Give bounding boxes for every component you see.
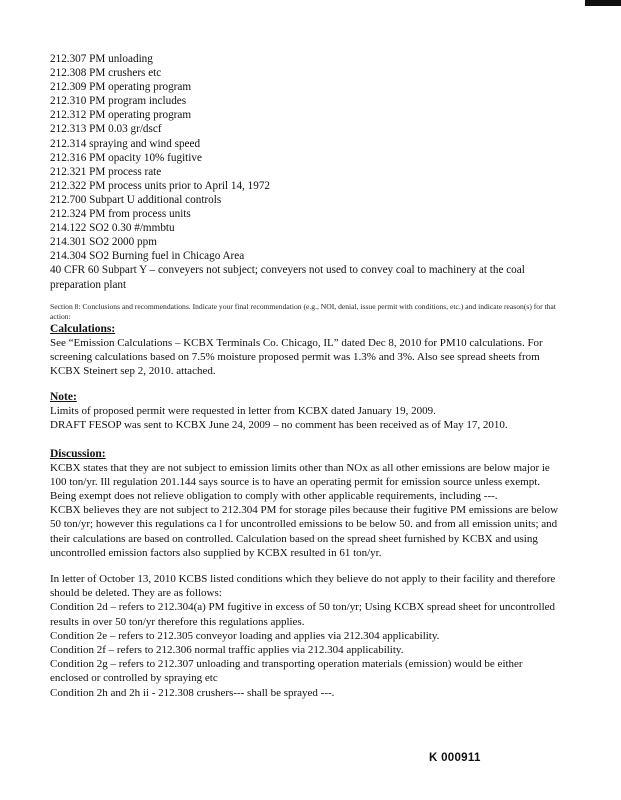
- condition-item: Condition 2h and 2h ii - 212.308 crushers--- shall be sprayed ---.: [50, 686, 335, 699]
- regulation-item: 214.304 SO2 Burning fuel in Chicago Area: [50, 250, 245, 263]
- regulation-item: 212.321 PM process rate: [50, 165, 162, 178]
- note-heading: Note:: [50, 391, 77, 404]
- regulation-item: 212.314 spraying and wind speed: [50, 137, 201, 150]
- regulation-item: 212.324 PM from process units: [50, 208, 191, 221]
- page-content: [50, 52, 560, 700]
- regulation-item: 212.700 Subpart U additional controls: [50, 193, 222, 206]
- regulation-item: 212.312 PM operating program: [50, 109, 192, 122]
- regulation-item: 214.122 SO2 0.30 #/mmbtu: [50, 222, 175, 235]
- discussion-paragraph: KCBX states that they are not subject to emission limits other than NOx as all other emissions are below major ie 100 ton/yr. Ill regulation 201.144 says source is to have an operating permit for emission source unless exempt. Being exempt does not relieve obligation to comply with other applicable requirements, including ---.: [50, 461, 550, 503]
- calculations-heading: Calculations:: [50, 322, 116, 335]
- regulation-item: 214.301 SO2 2000 ppm: [50, 236, 157, 249]
- discussion-paragraph: KCBX believes they are not subject to 212.304 PM for storage piles because their fugitive PM emissions are below 50 ton/yr; however this regulations ca l for uncontrolled emissions to be below 50. and from all emission units; and their calculations are based on controlled. Calculation based on the spread sheet furnished by KCBX and using uncontrolled emission factors also supplied by KCBX resulted in 61 ton/yr.: [50, 504, 559, 559]
- regulation-item: 212.310 PM program includes: [50, 95, 187, 108]
- regulation-item: 212.322 PM process units prior to April 14, 1972: [50, 179, 271, 192]
- scan-edge-mark: [585, 0, 621, 6]
- regulation-item-40cfr: 40 CFR 60 Subpart Y – conveyers not subject; conveyers not used to convey coal to machinery at the coal preparation plant: [50, 264, 525, 291]
- discussion-paragraph: In letter of October 13, 2010 KCBS listed conditions which they believe do not apply to their facility and therefore should be deleted. They are as follows:: [50, 573, 556, 600]
- regulation-list: [50, 52, 560, 292]
- regulation-item: 212.308 PM crushers etc: [50, 67, 162, 80]
- condition-item: Condition 2d – refers to 212.304(a) PM fugitive in excess of 50 ton/yr; Using KCBX spread sheet for uncontrolled results in over 50 ton/yr therefore this regulations applies.: [50, 601, 556, 628]
- condition-item: Condition 2e – refers to 212.305 conveyor loading and applies via 212.304 applicability.: [50, 629, 440, 642]
- calculations-text: See “Emission Calculations – KCBX Terminals Co. Chicago, IL” dated Dec 8, 2010 for PM10 calculations. For screening calculations based on 7.5% moisture proposed permit was 1.3% and 3%. Also see spread sheets from KCBX Steinert sep 2, 2010. attached.: [50, 336, 543, 377]
- note-line: Limits of proposed permit were requested in letter from KCBX dated January 19, 2009.: [50, 405, 436, 418]
- regulation-item: 212.309 PM operating program: [50, 81, 192, 94]
- condition-item: Condition 2g – refers to 212.307 unloading and transporting operation materials (emission) would be either enclosed or controlled by spraying etc: [50, 658, 523, 685]
- discussion-heading: Discussion:: [50, 447, 106, 460]
- regulation-item: 212.313 PM 0.03 gr/dscf: [50, 123, 162, 136]
- section8-instructions: Section 8: Conclusions and recommendations. Indicate your final recommendation (e.g., NOI, denial, issue permit with conditions, etc.) and indicate reason(s) for that action:: [50, 301, 556, 321]
- regulation-item: 212.307 PM unloading: [50, 53, 153, 65]
- bates-stamp: K 000911: [429, 752, 481, 764]
- note-line: DRAFT FESOP was sent to KCBX June 24, 2009 – no comment has been received as of May 17, 2010.: [50, 419, 508, 432]
- condition-item: Condition 2f – refers to 212.306 normal traffic applies via 212.304 applicability.: [50, 644, 404, 657]
- regulation-item: 212.316 PM opacity 10% fugitive: [50, 151, 202, 164]
